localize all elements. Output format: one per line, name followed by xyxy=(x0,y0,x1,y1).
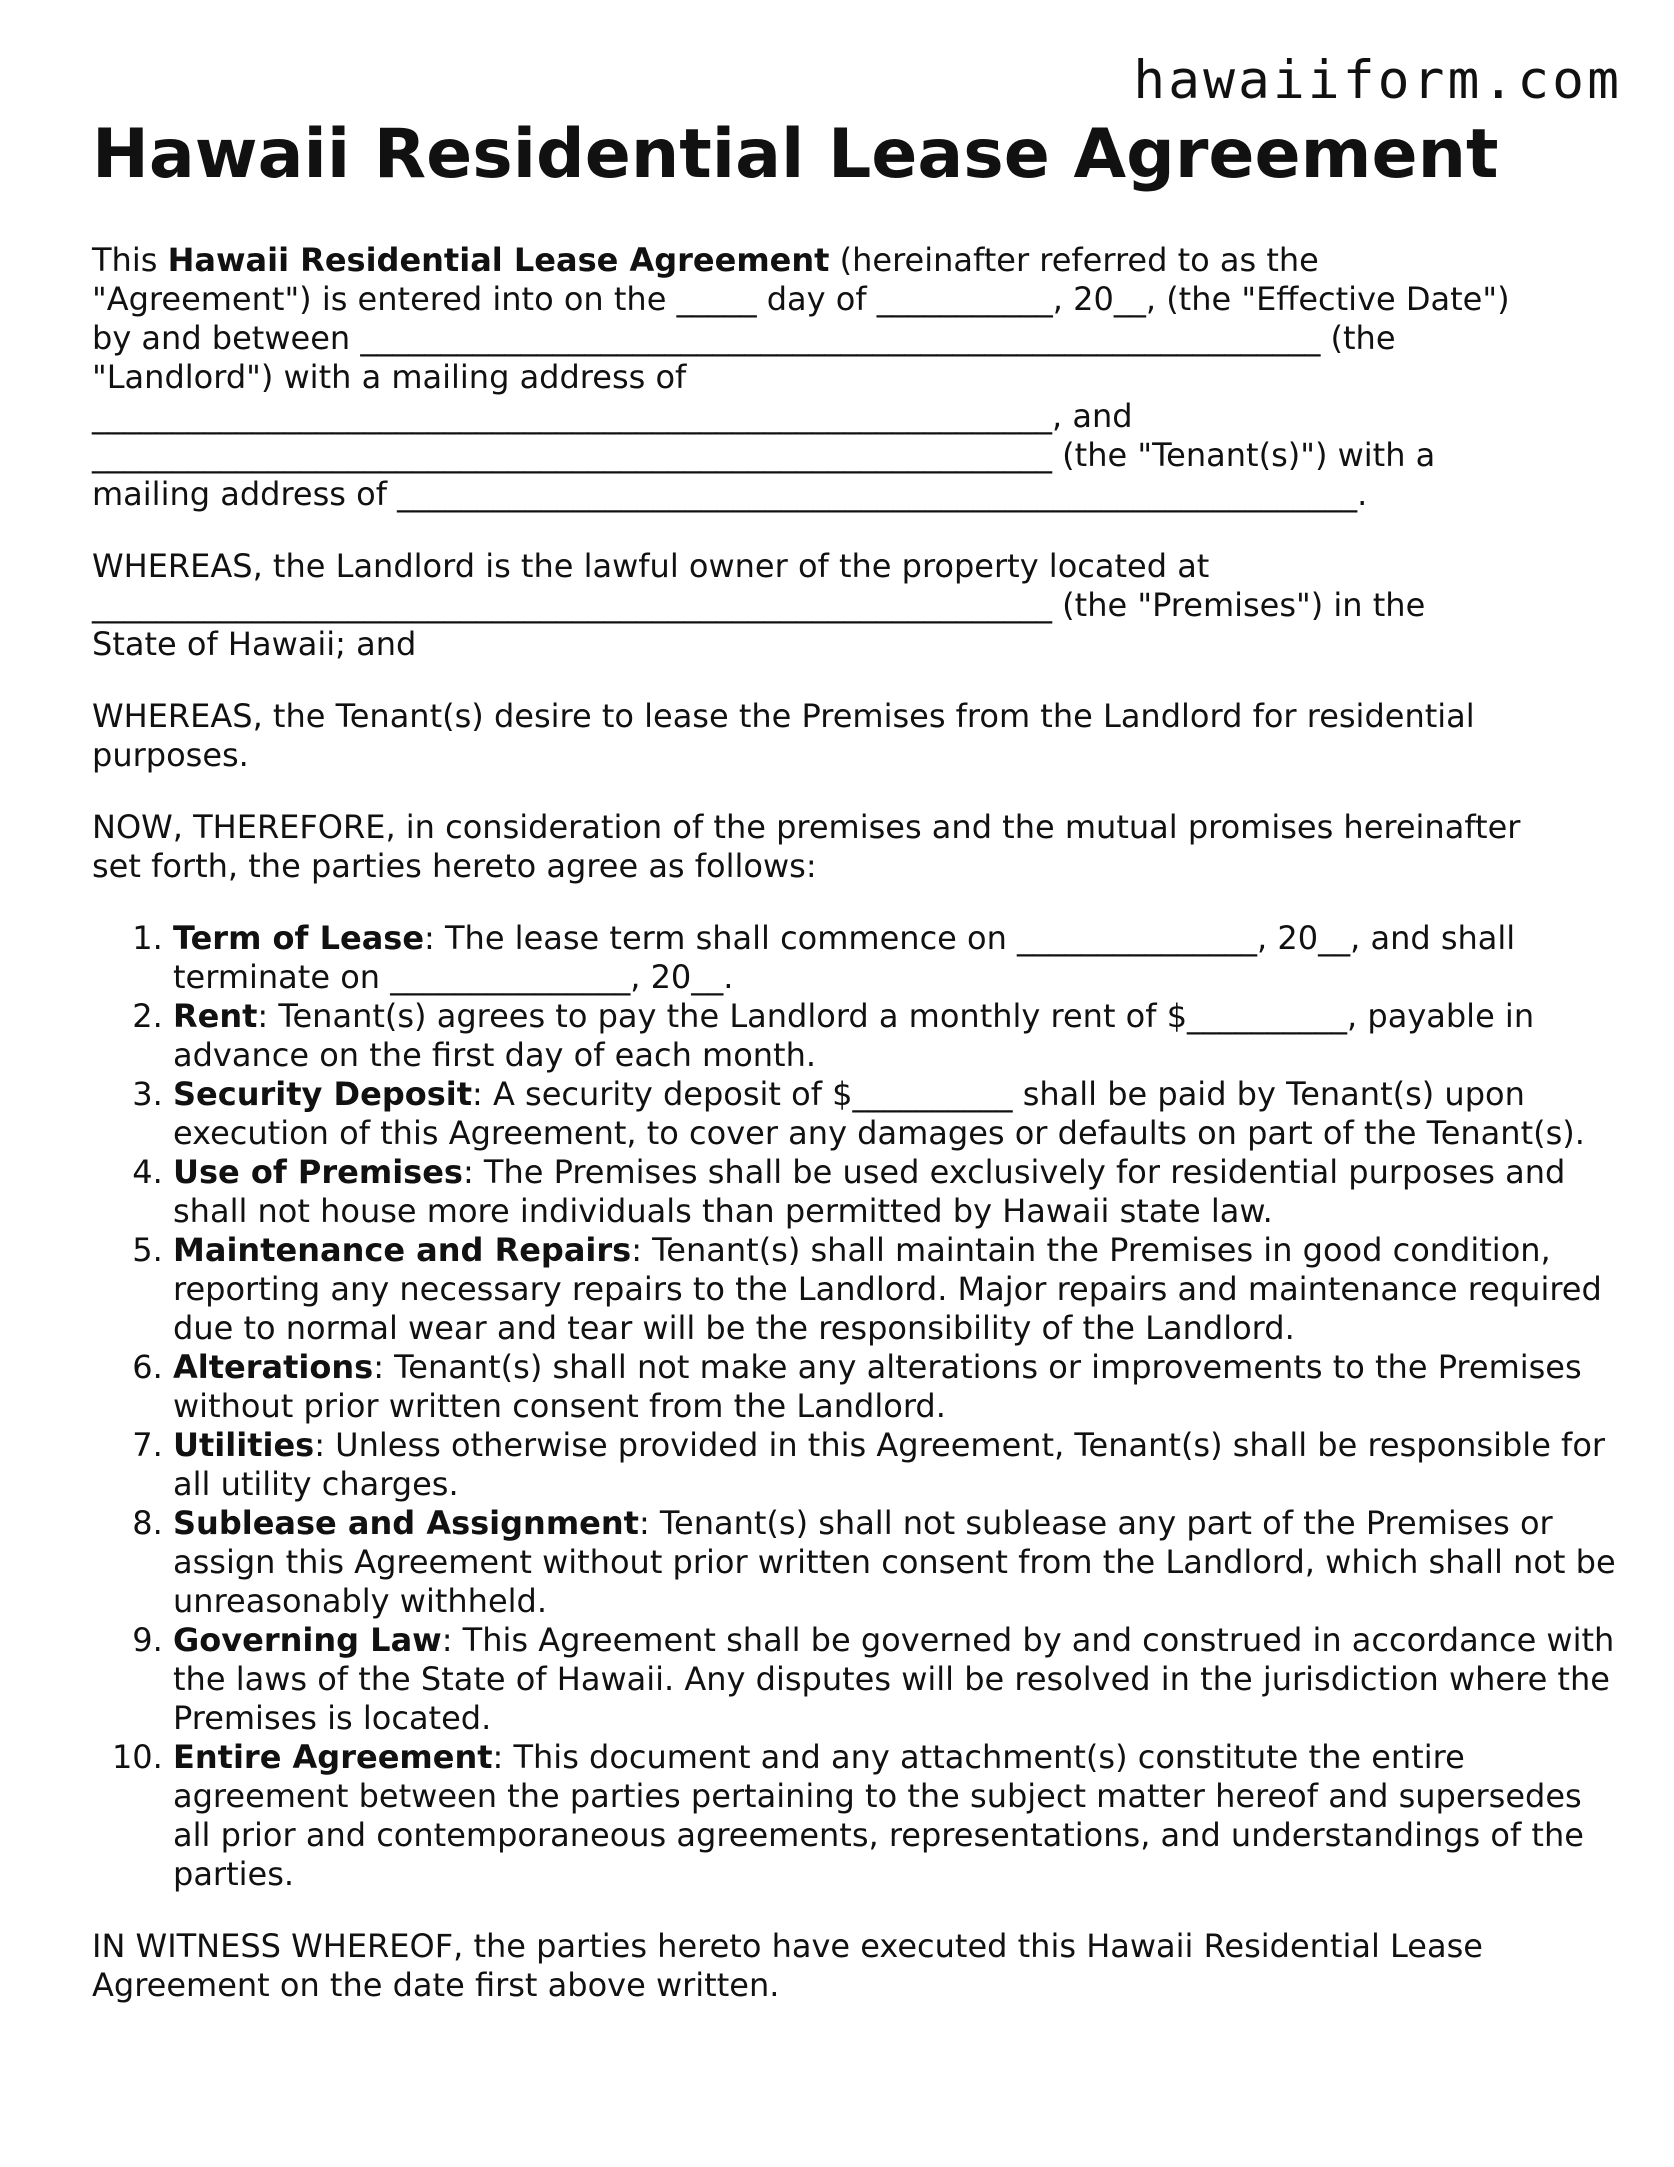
term-heading: Governing Law xyxy=(173,1621,442,1659)
intro-line-6: ____________________________________________________________ (the "Tenant(s)") with a xyxy=(92,436,1436,474)
whereas-owner-line-2: ____________________________________________________________ (the "Premises") in the xyxy=(92,586,1426,624)
document-title: Hawaii Residential Lease Agreement xyxy=(92,115,1499,194)
intro-line-4: "Landlord") with a mailing address of xyxy=(92,358,687,396)
term-item-governing-law xyxy=(173,1621,1622,1738)
intro-paragraph xyxy=(92,241,1622,514)
term-heading: Rent xyxy=(173,997,258,1035)
term-item-maintenance-and-repairs xyxy=(173,1231,1622,1348)
whereas-tenant-paragraph xyxy=(92,697,1622,775)
witness-line-1: IN WITNESS WHEREOF, the parties hereto have executed this Hawaii Residential Lease xyxy=(92,1927,1483,1965)
intro-prefix: This xyxy=(92,241,168,279)
term-heading: Security Deposit xyxy=(173,1075,473,1113)
term-text: : The Premises shall be used exclusively for residential purposes and shall not house more individuals than permitted by Hawaii state law. xyxy=(173,1153,1566,1230)
intro-line-7: mailing address of ____________________________________________________________. xyxy=(92,475,1368,513)
whereas-owner-line-1: WHEREAS, the Landlord is the lawful owner of the property located at xyxy=(92,547,1210,585)
intro-line-1: (hereinafter referred to as the xyxy=(829,241,1319,279)
terms-list xyxy=(92,919,1622,1894)
term-item-security-deposit xyxy=(173,1075,1622,1153)
term-heading: Use of Premises xyxy=(173,1153,463,1191)
term-heading: Maintenance and Repairs xyxy=(173,1231,632,1269)
whereas-tenant-line-1: WHEREAS, the Tenant(s) desire to lease the Premises from the Landlord for residential xyxy=(92,697,1475,735)
term-text: : The lease term shall commence on _______________, 20__, and shall terminate on _______________, 20__. xyxy=(173,919,1516,996)
term-text: : Tenant(s) shall maintain the Premises in good condition, reporting any necessary repairs to the Landlord. Major repairs and maintenance required due to normal wear and tear will be the responsibility of the Landlord. xyxy=(173,1231,1602,1347)
term-heading: Alterations xyxy=(173,1348,374,1386)
term-text: : Tenant(s) agrees to pay the Landlord a monthly rent of $__________, payable in advance on the first day of each month. xyxy=(173,997,1535,1074)
intro-agreement-name: Hawaii Residential Lease Agreement xyxy=(167,241,830,279)
term-heading: Utilities xyxy=(173,1426,315,1464)
document-body xyxy=(92,241,1622,2038)
term-heading: Term of Lease xyxy=(173,919,425,957)
now-therefore-paragraph xyxy=(92,808,1622,886)
now-therefore-line-1: NOW, THEREFORE, in consideration of the premises and the mutual promises hereinafter xyxy=(92,808,1521,846)
site-watermark: hawaiiform.com xyxy=(1133,50,1622,111)
whereas-tenant-line-2: purposes. xyxy=(92,736,249,774)
term-text: : Tenant(s) shall not make any alterations or improvements to the Premises without prior written consent from the Landlord. xyxy=(173,1348,1582,1425)
now-therefore-line-2: set forth, the parties hereto agree as follows: xyxy=(92,847,817,885)
term-text: : This document and any attachment(s) constitute the entire agreement between the parties pertaining to the subject matter hereof and supersedes all prior and contemporaneous agreements, representations, and understandings of the parties. xyxy=(173,1738,1584,1893)
term-heading: Entire Agreement xyxy=(173,1738,493,1776)
term-text: : This Agreement shall be governed by and construed in accordance with the laws of the State of Hawaii. Any disputes will be resolved in the jurisdiction where the Premises is located. xyxy=(173,1621,1615,1737)
term-item-entire-agreement xyxy=(173,1738,1622,1894)
term-heading: Sublease and Assignment xyxy=(173,1504,639,1542)
term-item-rent xyxy=(173,997,1622,1075)
term-item-use-of-premises xyxy=(173,1153,1622,1231)
term-text: : Tenant(s) shall not sublease any part of the Premises or assign this Agreement without prior written consent from the Landlord, which shall not be unreasonably withheld. xyxy=(173,1504,1616,1620)
whereas-owner-line-3: State of Hawaii; and xyxy=(92,625,417,663)
witness-paragraph xyxy=(92,1927,1622,2005)
whereas-owner-paragraph xyxy=(92,547,1622,664)
term-item-alterations xyxy=(173,1348,1622,1426)
witness-line-2: Agreement on the date first above written. xyxy=(92,1966,780,2004)
intro-line-3: by and between ____________________________________________________________ (the xyxy=(92,319,1396,357)
term-text: : A security deposit of $__________ shall be paid by Tenant(s) upon execution of this Agreement, to cover any damages or defaults on part of the Tenant(s). xyxy=(173,1075,1585,1152)
term-item-utilities xyxy=(173,1426,1622,1504)
term-item-term-of-lease xyxy=(173,919,1622,997)
term-item-sublease-and-assignment xyxy=(173,1504,1622,1621)
intro-line-5: ____________________________________________________________, and xyxy=(92,397,1133,435)
term-text: : Unless otherwise provided in this Agreement, Tenant(s) shall be responsible for all utility charges. xyxy=(173,1426,1606,1503)
intro-line-2: "Agreement") is entered into on the _____ day of ___________, 20__, (the "Effective Date") xyxy=(92,280,1510,318)
